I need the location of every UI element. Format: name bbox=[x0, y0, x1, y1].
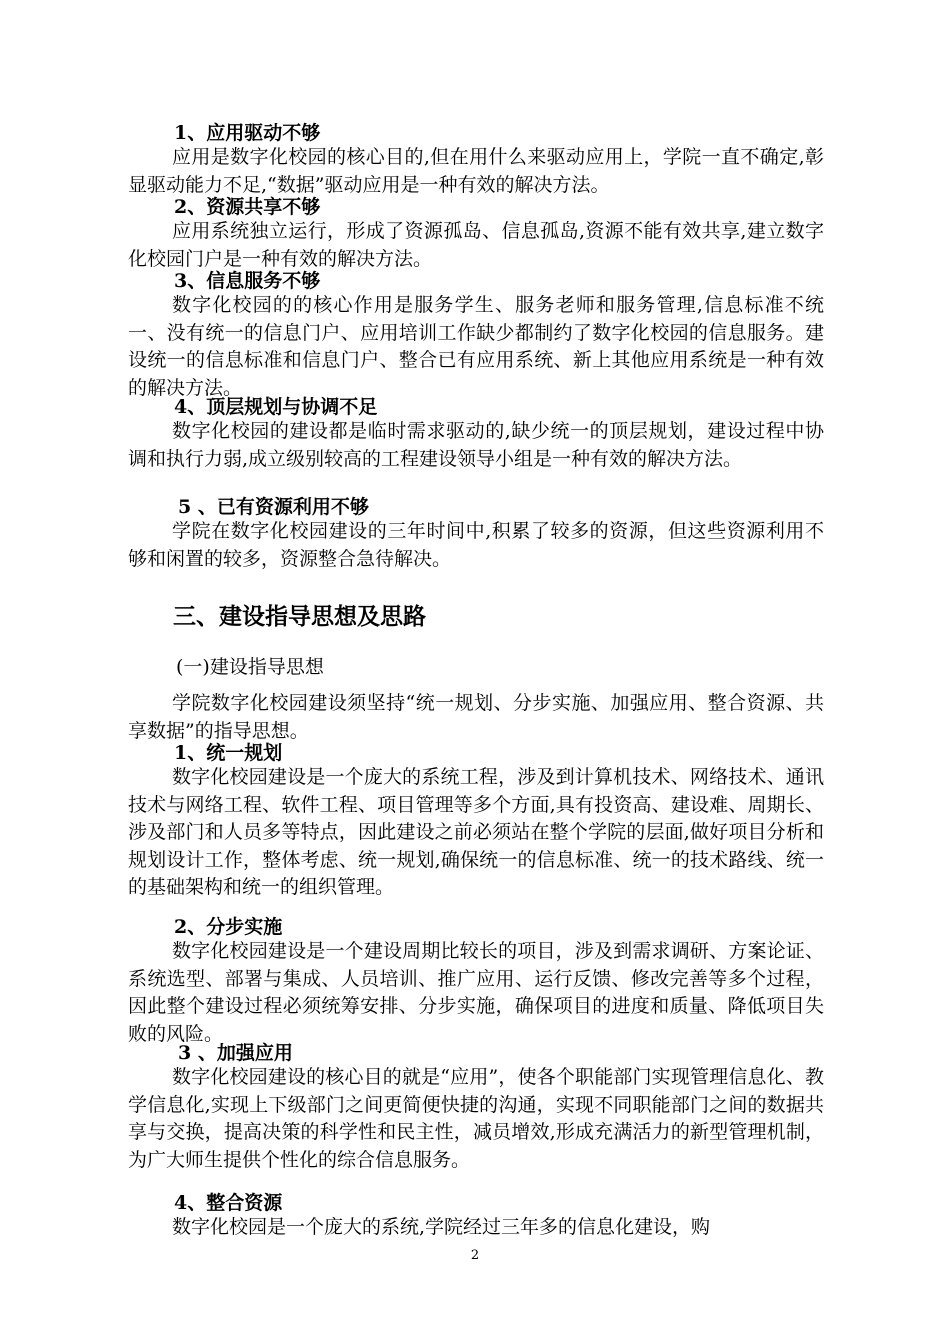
principle-heading-2: 2、分步实施 bbox=[174, 916, 283, 938]
item-heading-1: 1、应用驱动不够 bbox=[174, 122, 321, 144]
section-intro: 学院数字化校园建设须坚持“统一规划、分步实施、加强应用、整合资源、共享数据”的指导思想。 bbox=[128, 692, 824, 742]
section-title: 三、建设指导思想及思路 bbox=[173, 603, 426, 630]
principle-heading-1: 1、统一规划 bbox=[174, 742, 283, 764]
item-text-4: 数字化校园的建设都是临时需求驱动的,缺少统一的顶层规划，建设过程中协调和执行力弱,成立级别较高的工程建设领导小组是一种有效的解决方法。 bbox=[128, 420, 824, 470]
item-heading-5: 5 、已有资源利用不够 bbox=[178, 496, 369, 518]
principle-text-1: 数字化校园建设是一个庞大的系统工程，涉及到计算机技术、网络技术、通讯技术与网络工程、软件工程、项目管理等多个方面,具有投资高、建设难、周期长、涉及部门和人员多等特点，因此建设之前必须站在整个学院的层面,做好项目分析和规划设计工作，整体考虑、统一规划,确保统一的信息标准、统一的技术路线、统一的基础架构和统一的组织管理。 bbox=[128, 766, 824, 898]
principle-text-3: 数字化校园建设的核心目的就是“应用”，使各个职能部门实现管理信息化、教学信息化,实现上下级部门之间更简便快捷的沟通，实现不同职能部门之间的数据共享与交换，提高决策的科学性和民主性，减员增效,形成充满活力的新型管理机制，为广大师生提供个性化的综合信息服务。 bbox=[128, 1066, 824, 1171]
page-number: 2 bbox=[470, 1248, 480, 1263]
item-text-1: 应用是数字化校园的核心目的,但在用什么来驱动应用上，学院一直不确定,彰显驱动能力不足,“数据”驱动应用是一种有效的解决方法。 bbox=[128, 146, 824, 196]
item-text-2: 应用系统独立运行，形成了资源孤岛、信息孤岛,资源不能有效共享,建立数字化校园门户是一种有效的解决方法。 bbox=[128, 220, 824, 270]
principle-heading-4: 4、整合资源 bbox=[174, 1192, 283, 1214]
principle-text-2: 数字化校园建设是一个建设周期比较长的项目，涉及到需求调研、方案论证、系统选型、部署与集成、人员培训、推广应用、运行反馈、修改完善等多个过程，因此整个建设过程必须统筹安排、分步实施，确保项目的进度和质量、降低项目失败的风险。 bbox=[128, 940, 824, 1045]
item-text-5: 学院在数字化校园建设的三年时间中,积累了较多的资源，但这些资源利用不够和闲置的较多，资源整合急待解决。 bbox=[128, 520, 824, 570]
subsection-title: (一)建设指导思想 bbox=[176, 656, 324, 678]
item-heading-4: 4、顶层规划与协调不足 bbox=[174, 396, 378, 418]
principle-text-4: 数字化校园是一个庞大的系统,学院经过三年多的信息化建设，购 bbox=[172, 1216, 711, 1238]
item-text-3: 数字化校园的的核心作用是服务学生、服务老师和服务管理,信息标准不统一、没有统一的信息门户、应用培训工作缺少都制约了数字化校园的信息服务。建设统一的信息标准和信息门户、整合已有应用系统、新上其他应用系统是一种有效的解决方法。 bbox=[128, 294, 824, 399]
item-heading-3: 3、信息服务不够 bbox=[174, 270, 321, 292]
item-heading-2: 2、资源共享不够 bbox=[174, 196, 321, 218]
principle-heading-3: 3 、加强应用 bbox=[178, 1042, 293, 1064]
